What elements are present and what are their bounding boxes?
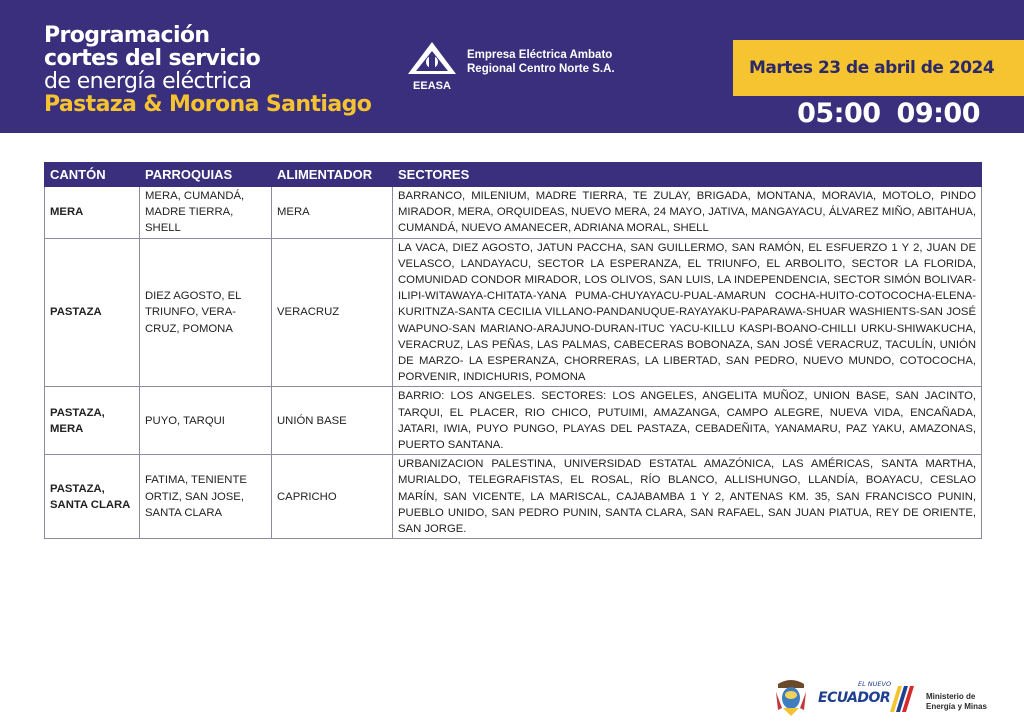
time-end: 09:00: [896, 98, 980, 129]
ministry-line-2: Energía y Minas: [926, 701, 987, 711]
outage-table: [44, 162, 982, 539]
cell-alimentador: CAPRICHO: [272, 455, 393, 539]
title-line-2: cortes del servicio: [44, 46, 261, 71]
cell-parroquias: FATIMA, TENIENTE ORTIZ, SAN JOSE, SANTA CLARA: [140, 455, 272, 539]
el-nuevo-label: EL NUEVO: [858, 680, 892, 688]
header-banner: [0, 0, 1024, 133]
cell-sectores: BARRIO: LOS ANGELES. SECTORES: LOS ANGELES, ANGELITA MUÑOZ, UNION BASE, SAN JACINTO, TARQUI, EL PLACER, RIO CHICO, PUTUIMI, AMAZANGA, CAMPO ALEGRE, NUEVA VIDA, ENCAÑADA, JATARI, IWIA, PUYO PUNGO, PLAYAS DEL PASTAZA, CEBADEÑITA, YANAMARU, PAZ YAKU, AMAZONAS, PUERTO SANTANA.: [393, 387, 982, 455]
column-header-sectores: SECTORES: [393, 163, 982, 187]
time-range: [797, 98, 980, 129]
footer-logos: [774, 676, 994, 720]
cell-sectores: BARRANCO, MILENIUM, MADRE TIERRA, TE ZULAY, BRIGADA, MONTANA, MORAVIA, MOTOLO, PINDO MIRADOR, MERA, ORQUIDEAS, NUEVO MERA, 24 MAYO, JATIVA, MANGAYACU, ÁLVAREZ MIÑO, ABITAHUA, CUMANDÁ, NUEVO AMANECER, ADRIANA MORAL, SHELL: [393, 187, 982, 239]
flag-stripes-icon: [890, 686, 914, 712]
title-line-4: Pastaza & Morona Santiago: [44, 92, 372, 117]
cell-parroquias: DIEZ AGOSTO, EL TRIUNFO, VERA-CRUZ, POMONA: [140, 238, 272, 387]
title-line-1: Programación: [44, 23, 210, 48]
table-row: [45, 238, 982, 387]
cell-sectores: LA VACA, DIEZ AGOSTO, JATUN PACCHA, SAN GUILLERMO, SAN RAMÓN, EL ESFUERZO 1 Y 2, JUAN DE VELASCO, LANDAYACU, SECTOR LA ESPERANZA, EL TRIUNFO, EL ARBOLITO, SECTOR LA FLORIDA, COMUNIDAD CONDOR MIRADOR, LOS OLIVOS, SAN LUIS, LA INDEPENDENCIA, SECTOR SIMÓN BOLIVAR- ILIPI-WITAWAYA-CHITATA-YANA PUMA-CHUYAYACU-PUAL-AMARUN COCHA-HUITO-COTOCOCHA-ELENA-KURITNZA-SANTA CECILIA VILLANO-PANDANUQUE-RAYAYAKU-PAPARAWA-SHUAR WASHIENTS-SAN JOSÉ WAPUNO-SAN MARIANO-ARAJUNO-DURAN-ITUC YACU-KILLU KASPI-BOANO-CHILLI URKU-SHIWAKUCHA, VERACRUZ, LAS PEÑAS, LAS PALMAS, CABECERAS BOBONAZA, SAN JOSÉ VERACRUZ, TACULÍN, UNIÓN DE MARZO- LA ESPERANZA, CHORRERAS, LA LIBERTAD, SAN PEDRO, NUEVO MUNDO, COTOCOCHA, PORVENIR, INDICHURIS, POMONA: [393, 238, 982, 387]
date-label: Martes 23 de abril de 2024: [749, 58, 995, 78]
ministry-line-1: Ministerio de: [926, 692, 976, 701]
cell-canton: PASTAZA: [45, 238, 140, 387]
column-header-parroquias: PARROQUIAS: [140, 163, 272, 187]
column-header-canton: CANTÓN: [45, 163, 140, 187]
table-row: [45, 387, 982, 455]
date-box: [733, 40, 1024, 96]
cell-parroquias: MERA, CUMANDÁ, MADRE TIERRA, SHELL: [140, 187, 272, 239]
ministry-name: [926, 692, 987, 711]
table-row: [45, 455, 982, 539]
cell-alimentador: UNIÓN BASE: [272, 387, 393, 455]
title-line-3: de energía eléctrica: [44, 69, 252, 94]
company-name-line-1: Empresa Eléctrica Ambato: [467, 49, 613, 61]
ecuador-label: ECUADOR: [818, 690, 891, 706]
company-name: [467, 48, 615, 76]
page-title: [44, 24, 371, 116]
cell-sectores: URBANIZACION PALESTINA, UNIVERSIDAD ESTATAL AMAZÓNICA, LAS AMÉRICAS, SANTA MARTHA, MURIALDO, TELEGRAFISTAS, EL ROSAL, RÍO BLANCO, ALLISHUNGO, LLANDÍA, BOAYACU, CESLAO MARÍN, SAN VICENTE, LA MARISCAL, CAJABAMBA 1 Y 2, ANTENAS KM. 35, SAN FRANCISCO PUNIN, PUEBLO UNIDO, SAN PEDRO PUNIN, SANTA CLARA, SAN RAFAEL, SAN JUAN PIATUA, REY DE ORIENTE, SAN JORGE.: [393, 455, 982, 539]
cell-canton: PASTAZA, MERA: [45, 387, 140, 455]
coat-of-arms-icon: [774, 678, 808, 718]
cell-parroquias: PUYO, TARQUI: [140, 387, 272, 455]
logo-text: EEASA: [413, 80, 451, 92]
cell-canton: MERA: [45, 187, 140, 239]
time-start: 05:00: [797, 98, 881, 129]
company-name-line-2: Regional Centro Norte S.A.: [467, 63, 615, 75]
column-header-alimentador: ALIMENTADOR: [272, 163, 393, 187]
company-logo: [404, 40, 664, 96]
cell-alimentador: MERA: [272, 187, 393, 239]
cell-canton: PASTAZA, SANTA CLARA: [45, 455, 140, 539]
table-header-row: [45, 163, 982, 187]
table-row: [45, 187, 982, 239]
cell-alimentador: VERACRUZ: [272, 238, 393, 387]
eeasa-logo-icon: [404, 40, 460, 92]
